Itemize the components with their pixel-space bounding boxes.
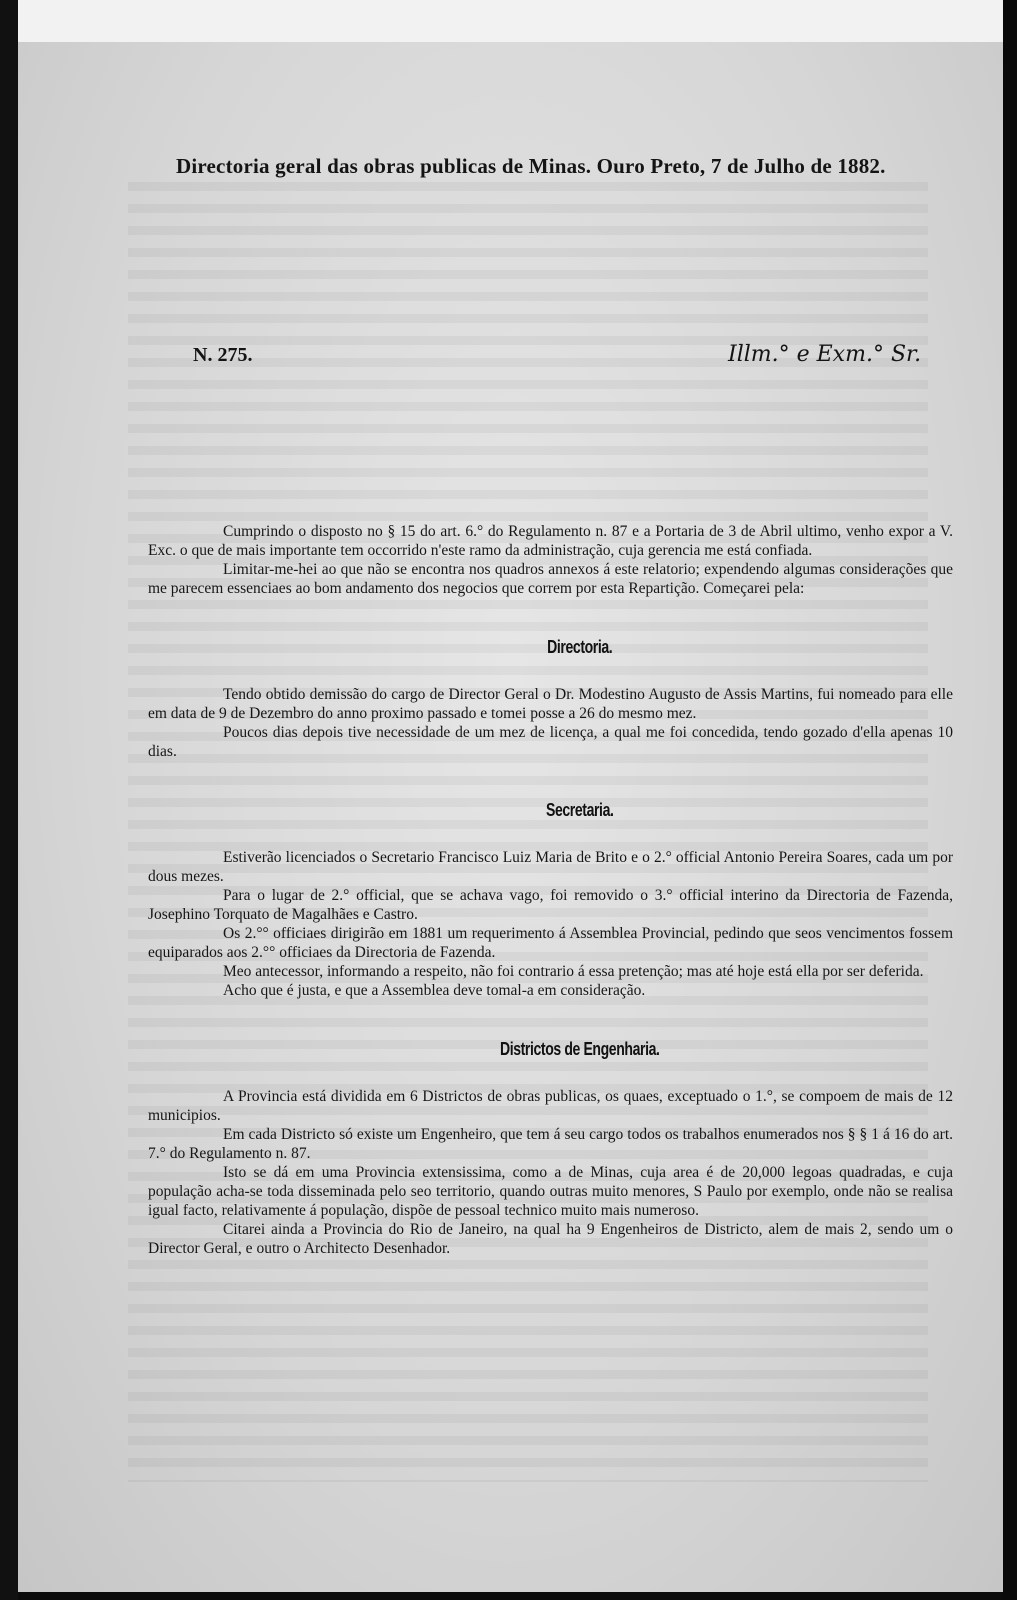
districtos-paragraph: Citarei ainda a Provincia do Rio de Janeiro, na qual ha 9 Engenheiros de Districto, alem de mais 2, sendo um o Director Geral, e outro o Architecto Desenhador. — [148, 1221, 953, 1257]
document-page — [18, 42, 1003, 1592]
directoria-paragraph: Poucos dias depois tive necessidade de um mez de licença, a qual me foi concedida, tendo gozado d'ella apenas 10 dias. — [148, 724, 953, 760]
document-number: N. 275. — [193, 344, 253, 366]
scan-right-edge — [1003, 0, 1017, 1600]
districtos-paragraph: Em cada Districto só existe um Engenheiro, que tem á seu cargo todos os trabalhos enumerados nos § § 1 á 16 do art. 7.° do Regulamento n. 87. — [148, 1126, 953, 1162]
section-title-directoria: Directoria. — [547, 637, 613, 657]
districtos-paragraph: A Provincia está dividida em 6 Districtos de obras publicas, os quaes, exceptuado o 1.°, se compoem de mais de 12 municipios. — [148, 1088, 953, 1124]
salutation: Illm.° e Exm.° Sr. — [728, 342, 922, 367]
secretaria-paragraph: Para o lugar de 2.° official, que se achava vago, foi removido o 3.° official interino da Directoria de Fazenda, Josephino Torquato de Magalhães e Castro. — [148, 887, 953, 923]
scan-top-margin — [0, 0, 1017, 42]
document-header: Directoria geral das obras publicas de Minas. Ouro Preto, 7 de Julho de 1882. — [176, 154, 886, 178]
secretaria-paragraph: Meo antecessor, informando a respeito, não foi contrario á essa pretenção; mas até hoje está ella por ser deferida. — [223, 963, 924, 980]
districtos-paragraph: Isto se dá em uma Provincia extensissima, como a de Minas, cuja area é de 20,000 legoas quadradas, e cuja população acha-se toda disseminada pelo seo territorio, quando outras muito menores, S Paulo por exemplo, onde não se realisa igual facto, relativamente á população, dispõe de pessoal technico muito mais numeroso. — [148, 1164, 953, 1219]
intro-paragraph: Limitar-me-hei ao que não se encontra nos quadros annexos á este relatorio; expendendo algumas considerações que me parecem essenciaes ao bom andamento dos negocios que correm por esta Repartição. Começarei pela: — [148, 561, 953, 597]
section-title-secretaria: Secretaria. — [545, 800, 614, 820]
secretaria-paragraph: Os 2.°° officiaes dirigirão em 1881 um requerimento á Assemblea Provincial, pedindo que seos vencimentos fossem equiparados aos 2.°° officiaes da Directoria de Fazenda. — [148, 925, 953, 961]
directoria-paragraph: Tendo obtido demissão do cargo de Director Geral o Dr. Modestino Augusto de Assis Martins, fui nomeado para elle em data de 9 de Dezembro do anno proximo passado e tomei posse a 26 do mesmo mez. — [148, 686, 953, 722]
secretaria-paragraph: Estiverão licenciados o Secretario Francisco Luiz Maria de Brito e o 2.° official Antonio Pereira Soares, cada um por dous mezes. — [148, 849, 953, 885]
section-title-districtos: Districtos de Engenharia. — [499, 1039, 660, 1059]
secretaria-paragraph: Acho que é justa, e que a Assemblea deve tomal-a em consideração. — [223, 982, 646, 999]
intro-paragraph: Cumprindo o disposto no § 15 do art. 6.° do Regulamento n. 87 e a Portaria de 3 de Abril ultimo, venho expor a V. Exc. o que de mais importante tem occorrido n'este ramo da administração, cuja gerencia me está confiada. — [148, 523, 953, 559]
document-body — [148, 522, 953, 1258]
scan-left-edge — [0, 0, 18, 1600]
